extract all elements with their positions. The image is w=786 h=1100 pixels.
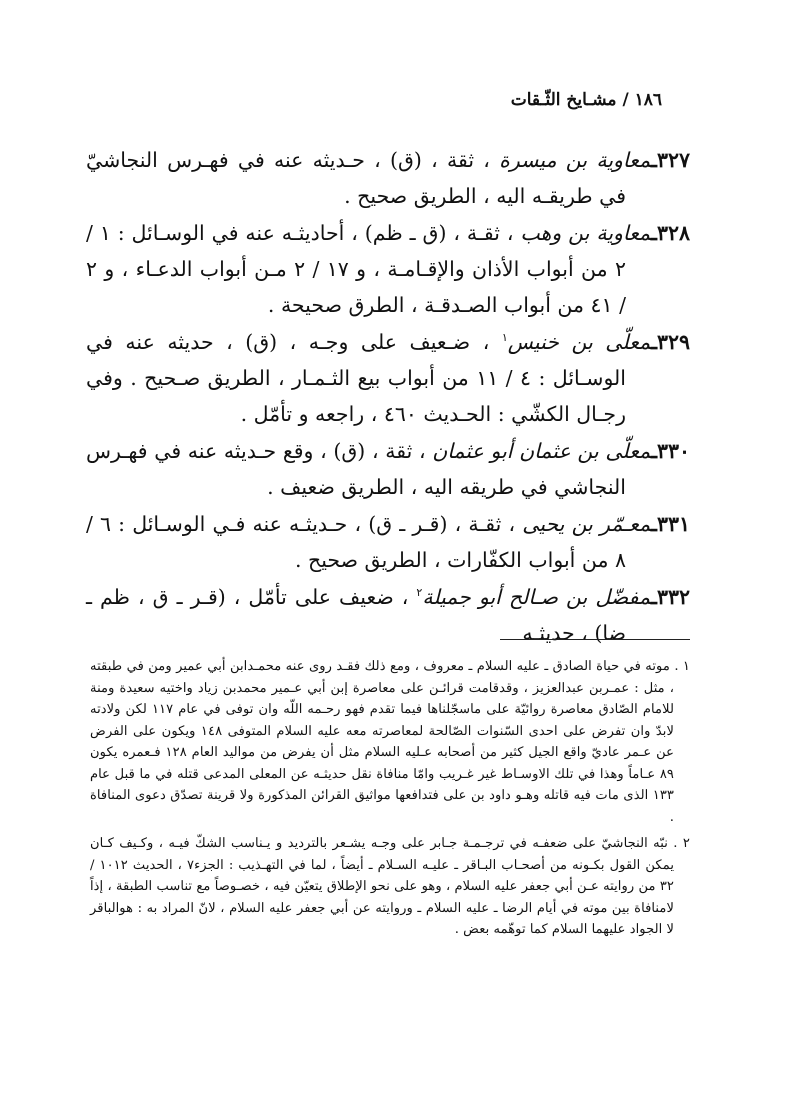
- narrator-name: معلّى بن عثمان أبو عثمان: [432, 439, 651, 463]
- footnote-divider: [500, 639, 690, 640]
- entry-number: ٣٣٢ـ: [650, 585, 690, 609]
- footnote-text: نبّه النجاشيّ على ضعفـه في ترجـمـة جـابر على وجـه يشـعر بالترديد و يـناسب الشكّ فيـه ، وكـيف كـان يمكن القول بكـونه من أصحـاب البـاقر ـ عليـه السـلام ـ أيضاً ، لما في التهـذيب : الجزء٧ ، الحديث ١٠١٢ / ٣٢ من روايته عـن أبي جعفر عليه السلام ، وهو على نحو الإطلاق يتعيّن فيه ، خصـوصاً مع تناسب الطبقة ، إذاً لامنافاة بين موته في أيام الرضا ـ عليه السلام ـ وروايته عن أبي جعفر عليه السلام ، لانّ المراد به : هوالباقر لا الجواد عليهما السلام كما توهّمه بعض .: [90, 836, 674, 937]
- footnote-ref: ٢: [416, 586, 423, 600]
- entry-330: [86, 433, 690, 505]
- entry-text: ، ثقـة ، (قـر ـ ق) ، حـديثـه عنه فـي الوسـائل : ٦ / ٨ من أبواب الكفّارات ، الطريق صحيح .: [86, 512, 626, 572]
- entry-329: [86, 324, 690, 432]
- footnote-ref: ١: [501, 331, 508, 345]
- footnote-2: [90, 833, 690, 941]
- entry-number: ٣٢٨ـ: [650, 221, 690, 245]
- footnote-number: ٢ .: [673, 836, 690, 851]
- entry-text: ، ثقة ، (ق) ، حـديثه عنه في فهـرس النجاشيّ في طريقـه اليه ، الطريق صحيح .: [86, 148, 626, 208]
- page-header: ١٨٦ / مشـايخ الثّـقات: [510, 90, 662, 110]
- narrator-name: مفضّل بن صـالح أبو جميلة: [422, 585, 651, 609]
- entry-text: ، ثقـة ، (ق ـ ظم) ، أحاديثـه عنه في الوسـائل : ١ / ٢ من أبواب الأذان والإقـامـة ، و ١٧ / ٢ مـن أبواب الدعـاء ، و ٢ / ٤١ من أبواب الصـدقـة ، الطرق صحيحة .: [86, 221, 626, 317]
- entry-text: ، ثقة ، (ق) ، وقع حـديثه عنه في فهـرس النجاشي في طريقه اليه ، الطريق ضعيف .: [86, 439, 626, 499]
- entry-number: ٣٣٠ـ: [650, 439, 691, 463]
- entry-number: ٣٣١ـ: [650, 512, 690, 536]
- entry-number: ٣٢٩ـ: [650, 330, 690, 354]
- narrator-name: معـمّر بن يحيى: [522, 512, 651, 536]
- narrator-name: معاوية بن وهب: [520, 221, 651, 245]
- footnote-1: [90, 656, 690, 828]
- entries-list: [86, 142, 690, 652]
- entry-328: [86, 215, 690, 323]
- entry-331: [86, 506, 690, 578]
- footnote-text: موته في حياة الصادق ـ عليه السلام ـ معروف ، ومع ذلك فقـد روى عنه محمـدابن أبي عمير ومن في طبقته ، مثل : عمـربن عبدالعزيز ، وقدقامت قرائـن على معاصرة إبن أبي عـمير محمدبن زياد واختيه سعيدة ومنة للامام الصّادق معاصرة روائيّة على ماسجّلناها فيما تقدم فهو رحـمه اللّه وان توفى في عام ١١٧ لكن ولادته لابدّ وان تفرض على احدى السّنوات الصّالحة لمعاصرته معه عليه السلام المتوفى ١٤٨ ويكون على الفرض عن عـمر عاديّ واقع الجيل كثير من أصحابه عـليه السلام مثل أن يفرض من مواليد العام ١٢٨ فـعمره يكون ٨٩ عـاماً وهذا في تلك الاوسـاط غير غـريب وامّا منافاة نقل حديثـه عن المعلى المدعى قتله في ما قبل عام ١٣٣ الذى مات فيه قاتله وهـو داود بن على فتدافعها مواثيق القرائن المذكورة ولا قرينة تصدّق دعوى المنافاة .: [90, 659, 674, 825]
- narrator-name: معاوية بن ميسرة: [499, 148, 651, 172]
- entry-text: ، ضـعيف على وجـه ، (ق) ، حديثه عنه في الوسـائل : ٤ / ١١ من أبواب بيع الثـمـار ، الطريق صـحيح . وفي رجـال الكشّي : الحـديث ٤٦٠ ، راجعه و تأمّل .: [86, 330, 626, 426]
- narrator-name: معلّى بن خنيس: [507, 330, 651, 354]
- footnotes-section: [90, 656, 690, 946]
- footnote-number: ١ .: [674, 659, 690, 674]
- entry-text: ، ضعيف على تأمّل ، (قـر ـ ق ، ظم ـ ضا) ، حديثـه: [86, 585, 626, 645]
- entry-332: [86, 579, 690, 651]
- entry-327: [86, 142, 690, 214]
- entry-number: ٣٢٧ـ: [650, 148, 690, 172]
